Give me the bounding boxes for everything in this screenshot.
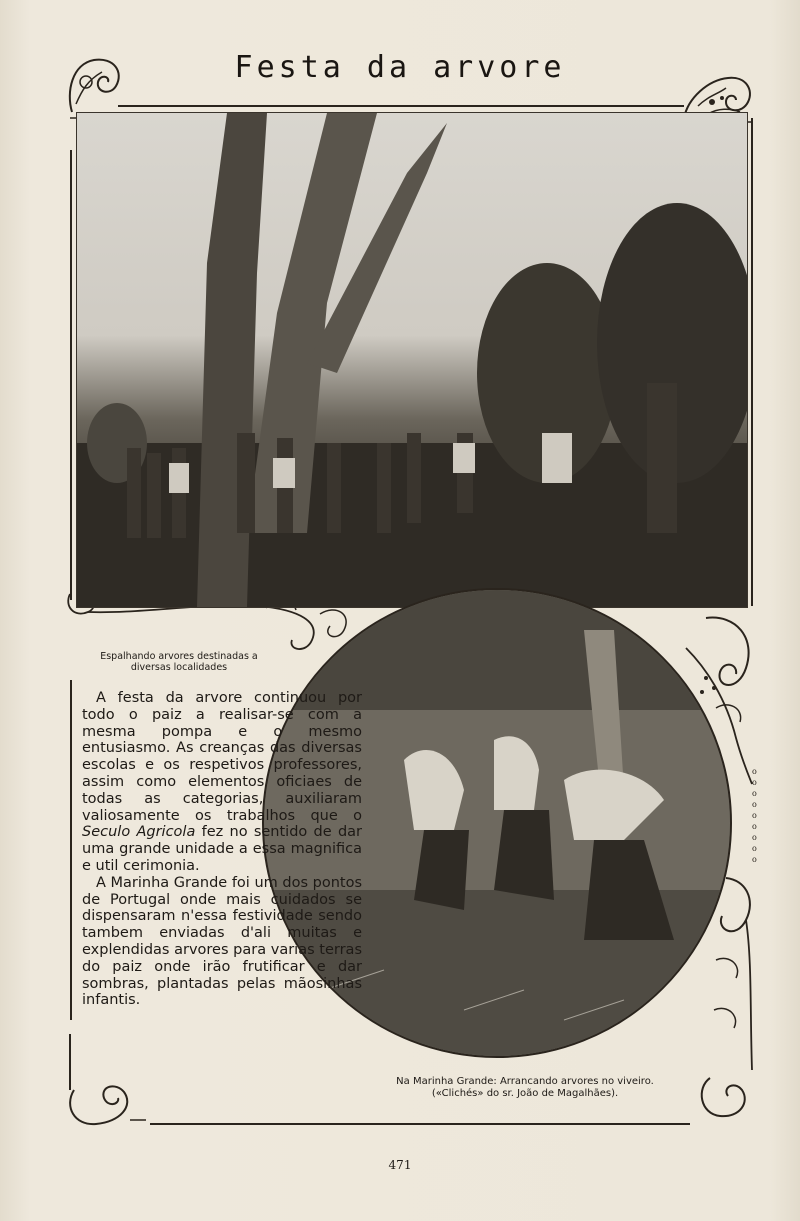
article-paragraph-2: A Marinha Grande foi um dos pontos de Portugal onde mais cuidados se dispensaram n'essa festividade sendo tambem enviadas d'ali muitas e explendidas arvores para varias terras do paiz onde irão frutificar e dar sombras, plantadas pelas mãosinhas infantis. <box>82 874 362 1009</box>
circle-photo-caption-credit: («Clichés» do sr. João de Magalhães). <box>431 1088 619 1099</box>
frame-left-rule <box>70 150 72 600</box>
frame-right-rule <box>751 118 753 606</box>
top-photo-caption: Espalhando arvores destinadas a diversas localidades <box>100 651 258 673</box>
page-title: Festa da arvore <box>234 50 566 85</box>
photo-spreading-trees <box>76 112 748 608</box>
circle-photo-caption-line-1: Na Marinha Grande: Arrancando arvores no viveiro. <box>396 1076 654 1087</box>
frame-top-rule <box>118 105 684 107</box>
scroll-ornament-icon <box>60 1030 150 1130</box>
frame-dot-column: o o o o o o o o o <box>752 767 757 864</box>
circle-photo-caption <box>370 1076 680 1100</box>
article-body <box>82 690 362 1009</box>
article-paragraph-1: A festa da arvore continuou por todo o paiz a realisar-se com a mesma pompa e o mesmo entusiasmo. As creanças das diversas escolas e os respetivos professores, assim como elementos oficiaes de todas as categorias, auxiliaram valiosamente os trabalhos que o Seculo Agricola fez no sentido de dar uma grande unidade a essa magnifica e util cerimonia. <box>82 690 362 874</box>
page-number: 471 <box>388 1158 412 1172</box>
frame-left-lower-rule <box>70 680 72 1020</box>
frame-bottom-rule <box>150 1123 690 1125</box>
